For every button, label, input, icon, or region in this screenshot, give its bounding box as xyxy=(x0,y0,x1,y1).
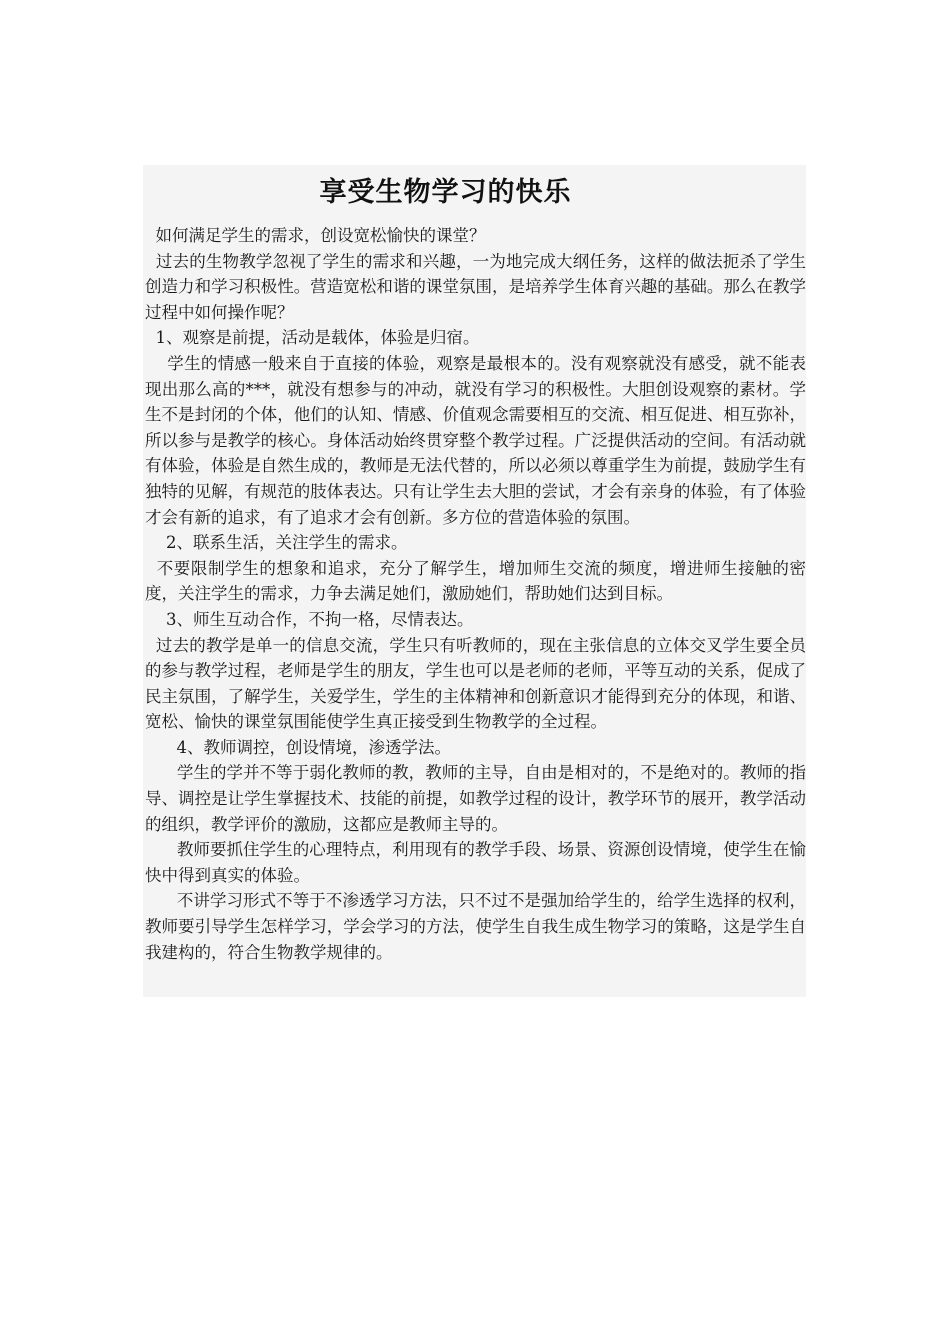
paragraph-point-4b: 教师要抓住学生的心理特点，利用现有的教学手段、场景、资源创设情境，使学生在愉快中得到真实的体验。 xyxy=(145,840,806,885)
paragraph-point-3: 过去的教学是单一的信息交流，学生只有听教师的，现在主张信息的立体交叉学生要全员的参与教学过程，老师是学生的朋友，学生也可以是老师的老师，平等互动的关系，促成了民主氛围，了解学生，关爱学生，学生的主体精神和创新意识才能得到充分的体现，和谐、宽松、愉快的课堂氛围能使学生真正接受到生物教学的全过程。 xyxy=(145,635,806,732)
paragraph-intro-question: 如何满足学生的需求，创设宽松愉快的课堂？ xyxy=(145,226,486,245)
paragraph-point-1: 学生的情感一般来自于直接的体验，观察是最根本的。没有观察就没有感受，就不能表现出那么高的***，就没有想参与的冲动，就没有学习的积极性。大胆创设观察的素材。学生不是封闭的个体，他们的认知、情感、价值观念需要相互的交流、相互促进、相互弥补，所以参与是教学的核心。身体活动始终贯穿整个教学过程。广泛提供活动的空间。有活动就有体验，体验是自然生成的，教师是无法代替的，所以必须以尊重学生为前提，鼓励学生有独特的见解，有规范的肢体表达。只有让学生去大胆的尝试，才会有亲身的体验，有了体验才会有新的追求，有了追求才会有创新。多方位的营造体验的氛围。 xyxy=(145,353,806,527)
paragraph-point-4a: 学生的学并不等于弱化教师的教，教师的主导，自由是相对的，不是绝对的。教师的指导、调控是让学生掌握技术、技能的前提，如教学过程的设计，教学环节的展开，教学活动的组织，教学评价的激励，这都应是教师主导的。 xyxy=(145,763,806,834)
heading-point-2: 2、联系生活，关注学生的需求。 xyxy=(145,533,408,553)
paragraph-background: 过去的生物教学忽视了学生的需求和兴趣，一为地完成大纲任务，这样的做法扼杀了学生创造力和学习积极性。营造宽松和谐的课堂氛围，是培养学生体育兴趣的基础。那么在教学过程中如何操作呢？ xyxy=(145,251,806,322)
heading-point-4: 4、教师调控，创设情境，渗透学法。 xyxy=(145,737,451,757)
heading-point-1: 1、观察是前提，活动是载体，体验是归宿。 xyxy=(145,328,480,348)
heading-point-3: 3、师生互动合作，不拘一格，尽情表达。 xyxy=(145,609,474,629)
paragraph-point-4c: 不讲学习形式不等于不渗透学习方法，只不过不是强加给学生的，给学生选择的权利，教师要引导学生怎样学习，学会学习的方法，使学生自我生成生物学习的策略，这是学生自我建构的，符合生物教学规律的。 xyxy=(145,891,806,962)
document-title: 享受生物学习的快乐 xyxy=(319,177,572,208)
paragraph-point-2: 不要限制学生的想象和追求，充分了解学生，增加师生交流的频度，增进师生接触的密度，关注学生的需求，力争去满足她们，激励她们，帮助她们达到目标。 xyxy=(145,558,806,604)
article-block xyxy=(143,165,806,997)
